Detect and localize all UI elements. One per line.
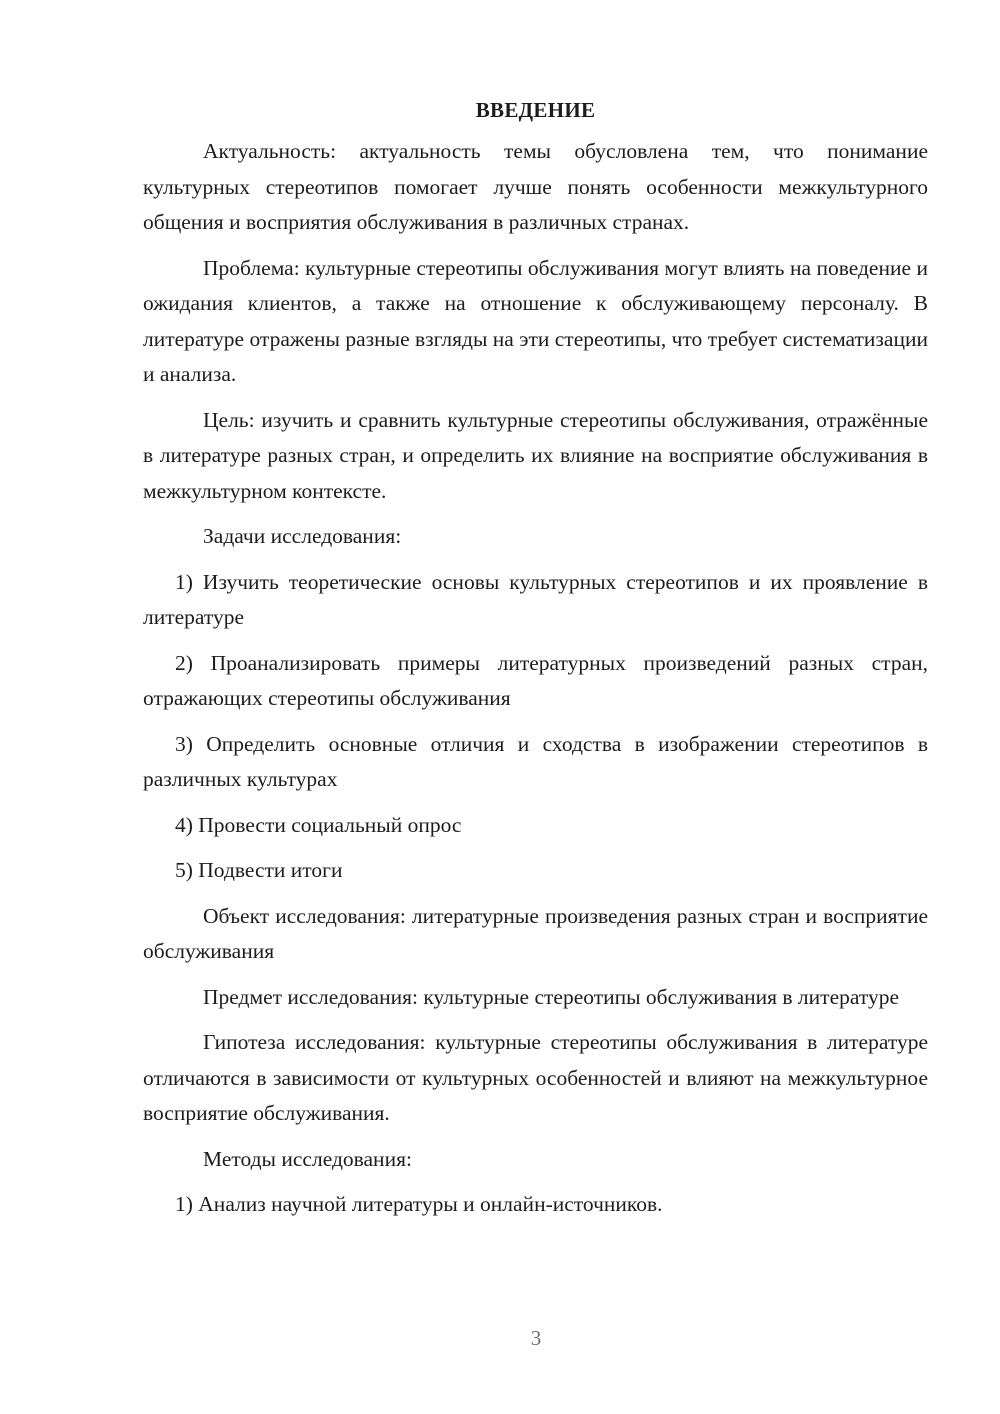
page-title: ВВЕДЕНИЕ bbox=[475, 98, 596, 122]
task-item-2: 2) Проанализировать примеры литературных произведений разных стран, отражающих стереотипы обслуживания bbox=[143, 650, 928, 710]
subject-paragraph: Предмет исследования: культурные стереотипы обслуживания в литературе bbox=[203, 984, 899, 1009]
task-item-1: 1) Изучить теоретические основы культурных стереотипов и их проявление в литературе bbox=[143, 569, 928, 629]
goal-paragraph: Цель: изучить и сравнить культурные стереотипы обслуживания, отражённые в литературе разных стран, и определить их влияние на восприятие обслуживания в межкультурном контексте. bbox=[143, 407, 928, 503]
tasks-heading: Задачи исследования: bbox=[203, 524, 402, 548]
task-item-5: 5) Подвести итоги bbox=[175, 858, 343, 882]
task-item-3: 3) Определить основные отличия и сходства в изображении стереотипов в различных культурах bbox=[143, 731, 928, 791]
hypothesis-paragraph: Гипотеза исследования: культурные стереотипы обслуживания в литературе отличаются в зависимости от культурных особенностей и влияют на межкультурное восприятие обслуживания. bbox=[143, 1030, 928, 1125]
object-paragraph: Объект исследования: литературные произведения разных стран и восприятие обслуживания bbox=[143, 903, 928, 963]
task-item-4: 4) Провести социальный опрос bbox=[175, 812, 462, 837]
relevance-paragraph: Актуальность: актуальность темы обусловлена тем, что понимание культурных стереотипов помогает лучше понять особенности межкультурного общения и восприятия обслуживания в различных странах. bbox=[143, 139, 928, 234]
methods-heading: Методы исследования: bbox=[203, 1146, 412, 1171]
method-item-1: 1) Анализ научной литературы и онлайн-источников. bbox=[175, 1192, 663, 1216]
document-page bbox=[143, 92, 928, 1233]
page-number: 3 bbox=[530, 1326, 542, 1350]
problem-paragraph: Проблема: культурные стереотипы обслуживания могут влиять на поведение и ожидания клиентов, а также на отношение к обслуживающему персоналу. В литературе отражены разные взгляды на эти стереотипы, что требует систематизации и анализа. bbox=[143, 255, 928, 386]
